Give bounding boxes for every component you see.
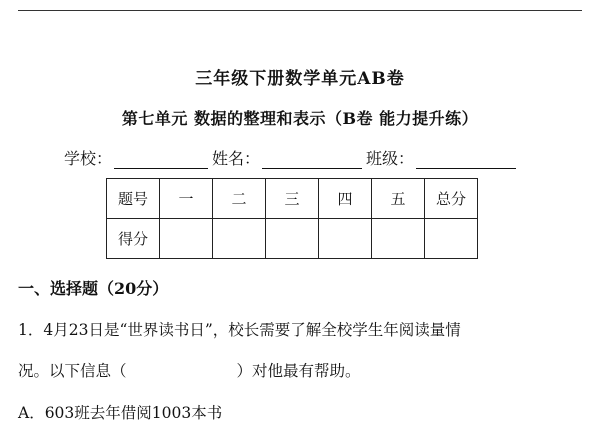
score-table — [106, 178, 478, 259]
option-a: A．603班去年借阅1003本书 — [18, 404, 223, 422]
row-header-score: 得分 — [107, 219, 160, 259]
score-cell[interactable] — [319, 219, 372, 259]
name-label: 姓名： — [212, 149, 261, 168]
column-header: 五 — [372, 179, 425, 219]
column-header: 一 — [160, 179, 213, 219]
row-header-number: 题号 — [107, 179, 160, 219]
page-subtitle: 第七单元 数据的整理和表示（B卷 能力提升练） — [121, 109, 479, 128]
section-heading: 一、选择题（20分） — [18, 279, 169, 298]
page-title: 三年级下册数学单元AB卷 — [195, 69, 405, 89]
column-header: 二 — [213, 179, 266, 219]
score-cell[interactable] — [213, 219, 266, 259]
column-header: 三 — [266, 179, 319, 219]
class-label: 班级： — [366, 149, 415, 168]
school-label: 学校： — [64, 149, 113, 168]
class-field[interactable] — [416, 150, 516, 169]
score-table-score-row — [107, 219, 478, 259]
score-cell-total[interactable] — [425, 219, 478, 259]
score-cell[interactable] — [160, 219, 213, 259]
question-1-text-before: 况。以下信息（ — [18, 362, 127, 380]
column-header-total: 总分 — [425, 179, 478, 219]
top-rule — [18, 10, 582, 11]
school-field[interactable] — [114, 150, 208, 169]
score-cell[interactable] — [372, 219, 425, 259]
question-1-line-2 — [18, 359, 361, 381]
score-table-header-row — [107, 179, 478, 219]
score-cell[interactable] — [266, 219, 319, 259]
name-field[interactable] — [262, 150, 362, 169]
student-info-line — [64, 146, 520, 169]
question-1-text-after: ）对他最有帮助。 — [236, 362, 361, 380]
column-header: 四 — [319, 179, 372, 219]
question-1-line-1: 1．4月23日是“世界读书日”，校长需要了解全校学生年阅读量情 — [18, 321, 461, 339]
